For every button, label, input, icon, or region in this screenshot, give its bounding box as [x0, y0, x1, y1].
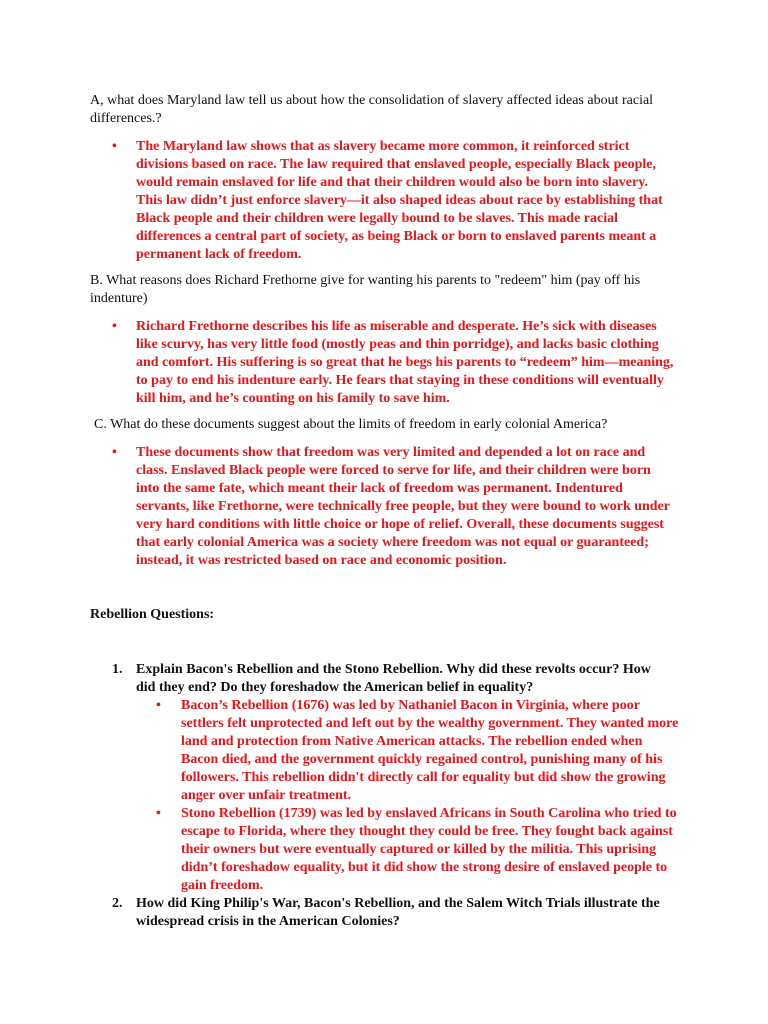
question-c: C. What do these documents suggest about the limits of freedom in early colonial America? [94, 417, 608, 432]
rebellion-question-text: How did King Philip's War, Bacon's Rebellion, and the Salem Witch Trials illustrate the widespread crisis in the American Colonies? [136, 896, 660, 929]
answer-list-a [90, 138, 690, 264]
rebellion-answer-text: Stono Rebellion (1739) was led by enslaved Africans in South Carolina who tried to escape to Florida, where they thought they could be free. They fought back against their owners but were eventually captured or killed by the militia. This uprising didn’t foreshadow equality, but it did show the strong desire of enslaved people to gain freedom. [181, 806, 677, 893]
rebellion-answer-stono [136, 805, 681, 895]
question-b: B. What reasons does Richard Frethorne give for wanting his parents to "redeem" him (pay off his indenture) [90, 273, 641, 306]
question-number: 1. [112, 662, 123, 677]
section-b [90, 272, 690, 408]
rebellion-answer-list [136, 697, 679, 895]
rebellion-question-1 [90, 661, 679, 895]
rebellion-answer-bacon [136, 697, 681, 805]
question-a: A, what does Maryland law tell us about how the consolidation of slavery affected ideas about racial differences.? [90, 93, 654, 126]
rebellion-question-list [90, 661, 690, 931]
answer-b-text: Richard Frethorne describes his life as miserable and desperate. He’s sick with diseases like scurvy, has very little food (mostly peas and thin porridge), and lacks basic clothing and comfort. His suffering is so great that he begs his parents to “redeem” him—meaning, to pay to end his indenture early. He fears that staying in these conditions will eventually kill him, and he’s counting on his family to save him. [136, 319, 674, 406]
rebellion-question-2 [90, 895, 666, 931]
rebellion-answer-text: Bacon’s Rebellion (1676) was led by Nathaniel Bacon in Virginia, where poor settlers felt unprotected and left out by the wealthy government. They wanted more land and protection from Native American attacks. The rebellion ended when Bacon died, and the government quickly regained control, punishing many of his followers. This rebellion didn't directly call for equality but did show the growing anger over unfair treatment. [181, 698, 679, 803]
section-c [90, 416, 690, 570]
answer-a [90, 138, 676, 264]
answer-list-c [90, 444, 690, 570]
answer-c-text: These documents show that freedom was very limited and depended a lot on race and class. Enslaved Black people were forced to serve for life, and their children were born into the same fate, which meant their lack of freedom was permanent. Indentured servants, like Frethorne, were technically free people, but they were bound to work under very hard conditions with little choice or hope of relief. Overall, these documents suggest that early colonial America was a society where freedom was not equal or guaranteed; instead, it was restricted based on race and economic position. [136, 445, 670, 568]
section-a [90, 92, 690, 264]
rebellion-heading: Rebellion Questions: [90, 607, 215, 622]
answer-c [90, 444, 676, 570]
bullet-icon: • [112, 445, 117, 460]
bullet-icon: • [156, 806, 161, 821]
answer-a-text: The Maryland law shows that as slavery became more common, it reinforced strict divisions based on race. The law required that enslaved people, especially Black people, would remain enslaved for life and that their children would also be born into slavery. This law didn’t just enforce slavery—it also shaped ideas about race by establishing that Black people and their children were legally bound to be slaves. This made racial differences a central part of society, as being Black or born to enslaved parents meant a permanent lack of freedom. [136, 139, 663, 262]
answer-b [90, 318, 676, 408]
rebellion-question-text: Explain Bacon's Rebellion and the Stono Rebellion. Why did these revolts occur? How did they end? Do they foreshadow the American belief in equality? [136, 662, 651, 695]
bullet-icon: • [112, 319, 117, 334]
answer-list-b [90, 318, 690, 408]
question-number: 2. [112, 896, 123, 911]
bullet-icon: • [112, 139, 117, 154]
bullet-icon: • [156, 698, 161, 713]
